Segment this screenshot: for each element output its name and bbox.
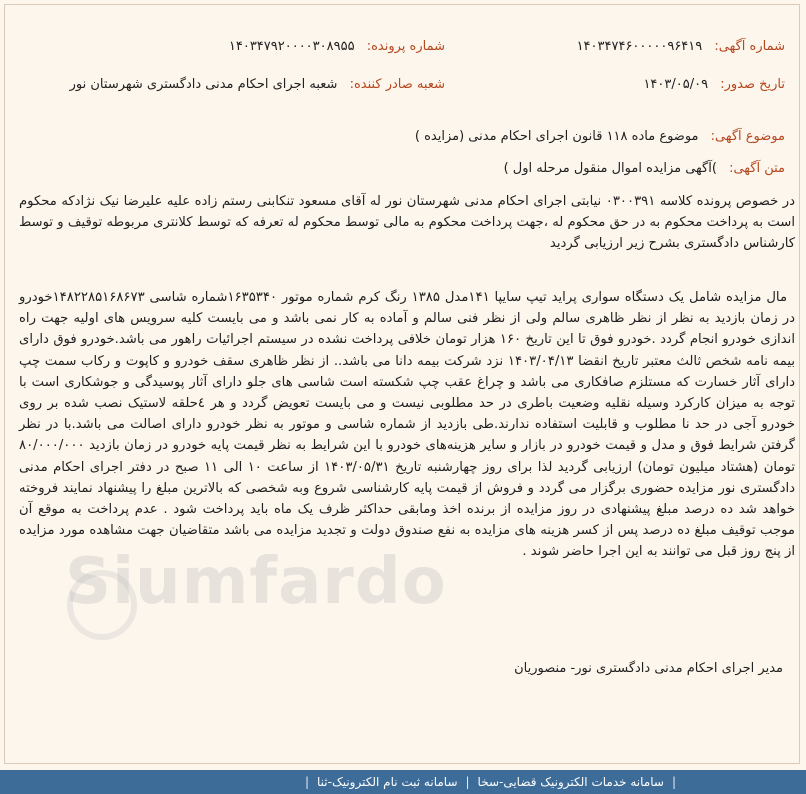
watermark: Siumfardo	[65, 545, 447, 619]
footer-separator-start: |	[671, 775, 676, 789]
issue-date-label: تاریخ صدور:	[720, 77, 785, 92]
issue-date-row	[643, 77, 785, 92]
subject-row	[415, 129, 785, 144]
issuer-label: شعبه صادر کننده:	[349, 77, 445, 92]
footer-separator-end: |	[304, 775, 310, 789]
footer-bar	[0, 770, 806, 794]
subject-value: موضوع ماده ۱۱۸ قانون اجرای احکام مدنی (مزایده )	[414, 129, 699, 144]
subject-label: موضوع آگهی:	[710, 129, 785, 144]
issuer-value: شعبه اجرای احکام مدنی دادگستری شهرستان نور	[69, 77, 338, 92]
ad-number-row	[577, 39, 785, 54]
ad-paragraph-2: مال مزایده شامل یک دستگاه سواری پراید تیپ سایپا ۱۴۱مدل ۱۳۸۵ رنگ کرم شماره موتور ۱۶۳۵۳۴۰شماره شاسی ۱۴۸۲۲۸۵۱۶۸۶۷۳خودرو در زمان بازدید به نظر از نظر ظاهری سالم ولی از نظر فنی سالم و آماده به کار نمی باشد و می بایست کلیه سرویس های اولیه جهت راه اندازی خودرو انجام گردد .خودرو فوق تا این تاریخ ۱۶۰ هزار تومان خلافی پرداخت نشده در سیستم اجرائیات راهور می باشد.خودرو فوق دارای بیمه نامه شخص ثالث معتبر تاریخ انقضا ۱۴۰۳/۰۴/۱۳ نزد شرکت بیمه دانا می باشد.. از نظر ظاهری سقف خودرو و کاپوت و رکاب سمت چپ دارای آثار خسارت که مستلزم صافکاری می باشد و چراغ عقب چپ شکسته است شاسی های جلو دارای آثار پوسیدگی و جوشکاری است با توجه به میزان کارکرد وسیله نقلیه وضعیت باطری در حد مطلوبی نیست و می بایست تعویض گردد و هر ٤حلقه لاستیک نصب شده بر روی خودرو آجی در حد نا مطلوب و قابلیت استفاده ندارند.طی بازدید از شماره شاسی و موتور به نظر خودرو دارای اصالت می باشد.با در نظر گرفتن شرایط فوق و مدل و قیمت خودرو در بازار و سایر هزینه‌های خودرو با این شرایط به نظر قیمت پایه خودرو در زمان بازدید ۸۰/۰۰۰/۰۰۰ تومان (هشتاد میلیون تومان) ارزیابی گردید لذا برای روز چهارشنبه تاریخ ۱۴۰۳/۰۵/۳۱ از ساعت ۱۰ الی ۱۱ صبح در دفتر اجرای احکام مدنی دادگستری نور مزایده حضوری برگزار می گردد و فروش از قیمت پایه کارشناسی شروع وبه شخصی که بالاترین مبلغ را پیشنهاد نمایند فروخته خواهد شد ده درصد مبلغ پیشنهادی در روز مزایده از برنده اخذ ومابقی حداکثر ظرف یک ماه باید پرداخت شود . عدم پرداخت به موقع آن موجب توقیف مبلغ ده درصد پس از کسر هزینه های مزایده به نفع صندوق دولت و تجدید مزایده می باشد متقاضیان جهت مشاهده مورد مزایده از پنج روز قبل می توانند به این اجرا حاضر شوند .	[19, 290, 795, 560]
ad-text-label: متن آگهی:	[729, 161, 785, 176]
ad-document	[4, 4, 800, 764]
case-number-label: شماره پرونده:	[366, 39, 445, 54]
ad-text-row	[504, 161, 785, 176]
issue-date-value: ۱۴۰۳/۰۵/۰۹	[643, 77, 709, 92]
signature: مدیر اجرای احکام مدنی دادگستری نور- منصوریان	[514, 661, 783, 676]
issuer-row	[70, 77, 445, 92]
footer-link-sana[interactable]: سامانه ثبت نام الکترونیک-ثنا	[317, 775, 458, 789]
ad-number-label: شماره آگهی:	[714, 39, 785, 54]
footer-link-sakha[interactable]: سامانه خدمات الکترونیک قضایی-سخا	[477, 775, 664, 789]
case-number-row	[229, 39, 445, 54]
case-number-value: ۱۴۰۳۴۷۹۲۰۰۰۰۳۰۸۹۵۵	[228, 39, 355, 54]
ad-text-title: )آگهی مزایده اموال منقول مرحله اول )	[503, 161, 717, 176]
footer-separator: |	[465, 775, 470, 789]
ad-paragraph-1: در خصوص پرونده کلاسه ۰۳۰۰۳۹۱ نیابتی اجرای احکام مدنی شهرستان نور له آقای مسعود تنکابنی رستم زاده علیه علیرضا نیک نژادکه محکوم است به پرداخت محکوم به در حق محکوم له ،جهت پرداخت محکوم به مالی توسط محکوم له تعرفه که توسط کلانتری مربوطه توقیف و توسط کارشناس دادگستری بشرح زیر ارزیابی گردید	[19, 194, 795, 252]
ad-number-value: ۱۴۰۳۴۷۴۶۰۰۰۰۰۹۶۴۱۹	[576, 39, 703, 54]
